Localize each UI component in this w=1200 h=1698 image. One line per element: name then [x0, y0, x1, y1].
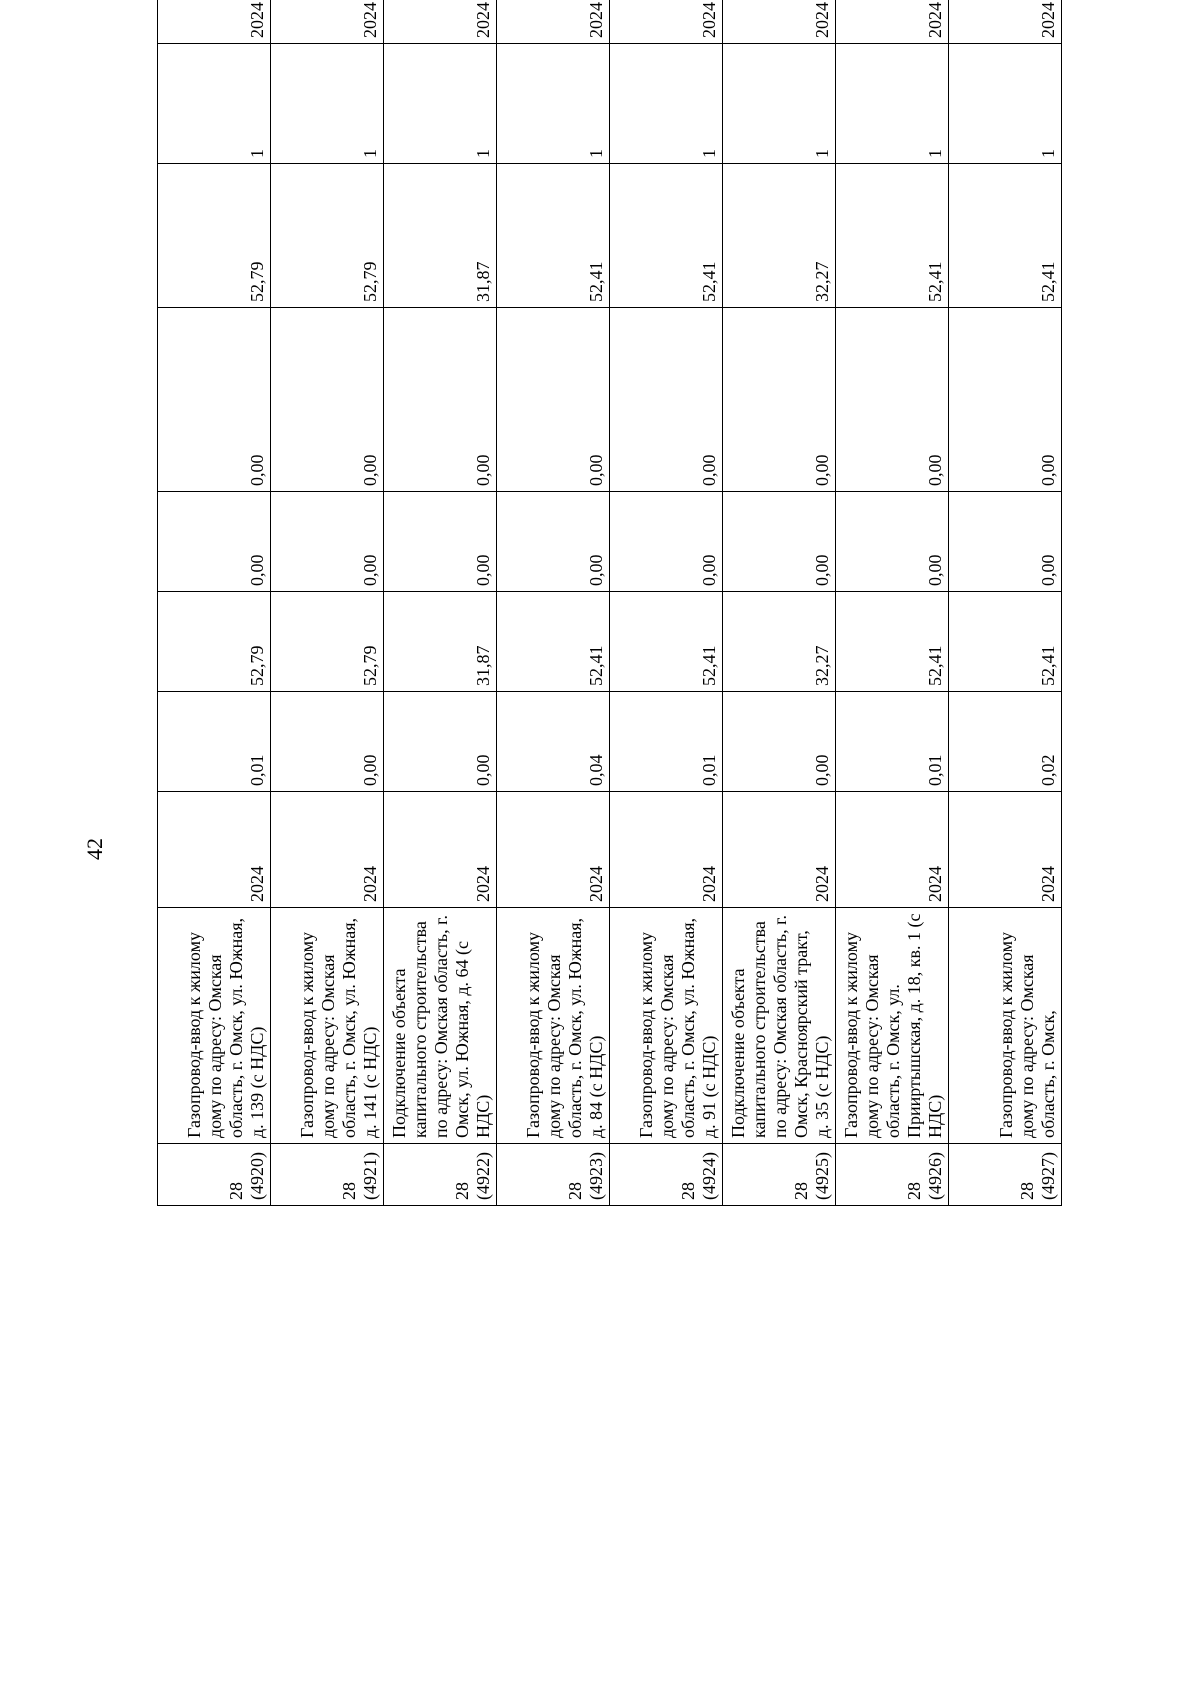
value-col-5: 52,41 — [949, 164, 1062, 308]
row-number: 28 (4926) — [836, 1144, 949, 1206]
value-col-1: 0,02 — [949, 692, 1062, 792]
value-col-2: 52,79 — [271, 592, 384, 692]
table-row — [723, 0, 836, 1206]
value-col-7: 2024 — [836, 0, 949, 44]
value-col-7: 2024 — [723, 0, 836, 44]
table-row — [158, 0, 271, 1206]
value-col-1: 0,01 — [158, 692, 271, 792]
value-col-4: 0,00 — [836, 308, 949, 492]
row-number: 28 (4925) — [723, 1144, 836, 1206]
value-col-4: 0,00 — [158, 308, 271, 492]
row-number: 28 (4927) — [949, 1144, 1062, 1206]
value-col-6: 1 — [949, 44, 1062, 164]
start-year: 2024 — [836, 792, 949, 908]
value-col-2: 52,41 — [836, 592, 949, 692]
value-col-3: 0,00 — [836, 492, 949, 592]
object-description: Газопровод-ввод к жилому дому по адресу: Омская область, г. Омск, ул. Южная, д. 139 (с НДС) — [158, 908, 271, 1144]
row-number: 28 (4923) — [497, 1144, 610, 1206]
value-col-2: 52,79 — [158, 592, 271, 692]
object-description: Газопровод-ввод к жилому дому по адресу: Омская область, г. Омск, ул. Южная, д. 91 (с НДС) — [610, 908, 723, 1144]
row-number: 28 (4924) — [610, 1144, 723, 1206]
value-col-5: 32,27 — [723, 164, 836, 308]
start-year: 2024 — [723, 792, 836, 908]
value-col-4: 0,00 — [723, 308, 836, 492]
page-number: 42 — [82, 838, 107, 860]
row-number: 28 (4921) — [271, 1144, 384, 1206]
object-description: Газопровод-ввод к жилому дому по адресу: Омская область, г. Омск, ул. Южная, д. 84 (с НДС) — [497, 908, 610, 1144]
value-col-6: 1 — [158, 44, 271, 164]
value-col-5: 52,41 — [836, 164, 949, 308]
table-row — [949, 0, 1062, 1206]
table-body — [158, 0, 1062, 1206]
value-col-1: 0,00 — [271, 692, 384, 792]
table-row — [836, 0, 949, 1206]
value-col-3: 0,00 — [384, 492, 497, 592]
value-col-6: 1 — [723, 44, 836, 164]
row-number: 28 (4922) — [384, 1144, 497, 1206]
object-description: Газопровод-ввод к жилому дому по адресу: Омская область, г. Омск, ул. Прииртышская, д. 18, кв. 1 (с НДС) — [836, 908, 949, 1144]
table-row — [384, 0, 497, 1206]
object-description: Подключение объекта капитального строительства по адресу: Омская область, г. Омск, ул. Южная, д. 64 (с НДС) — [384, 908, 497, 1144]
value-col-3: 0,00 — [158, 492, 271, 592]
start-year: 2024 — [384, 792, 497, 908]
investment-table — [157, 0, 1062, 1206]
value-col-7: 2024 — [949, 0, 1062, 44]
value-col-6: 1 — [836, 44, 949, 164]
rotated-table-container — [157, 2, 1107, 1206]
value-col-2: 32,27 — [723, 592, 836, 692]
value-col-7: 2024 — [497, 0, 610, 44]
object-description: Газопровод-ввод к жилому дому по адресу: Омская область, г. Омск, ул. Южная, д. 141 (с НДС) — [271, 908, 384, 1144]
value-col-4: 0,00 — [610, 308, 723, 492]
start-year: 2024 — [271, 792, 384, 908]
value-col-2: 31,87 — [384, 592, 497, 692]
start-year: 2024 — [497, 792, 610, 908]
value-col-7: 2024 — [271, 0, 384, 44]
value-col-3: 0,00 — [497, 492, 610, 592]
value-col-3: 0,00 — [723, 492, 836, 592]
value-col-2: 52,41 — [497, 592, 610, 692]
value-col-3: 0,00 — [271, 492, 384, 592]
value-col-6: 1 — [610, 44, 723, 164]
value-col-1: 0,04 — [497, 692, 610, 792]
value-col-1: 0,01 — [610, 692, 723, 792]
table-row — [610, 0, 723, 1206]
object-description: Подключение объекта капитального строительства по адресу: Омская область, г. Омск, Красноярский тракт, д. 35 (с НДС) — [723, 908, 836, 1144]
value-col-5: 31,87 — [384, 164, 497, 308]
value-col-3: 0,00 — [610, 492, 723, 592]
value-col-7: 2024 — [610, 0, 723, 44]
value-col-5: 52,41 — [610, 164, 723, 308]
value-col-5: 52,41 — [497, 164, 610, 308]
value-col-5: 52,79 — [158, 164, 271, 308]
value-col-1: 0,00 — [723, 692, 836, 792]
start-year: 2024 — [610, 792, 723, 908]
value-col-6: 1 — [384, 44, 497, 164]
table-row — [497, 0, 610, 1206]
start-year: 2024 — [158, 792, 271, 908]
start-year: 2024 — [949, 792, 1062, 908]
value-col-1: 0,01 — [836, 692, 949, 792]
value-col-4: 0,00 — [949, 308, 1062, 492]
value-col-6: 1 — [497, 44, 610, 164]
value-col-1: 0,00 — [384, 692, 497, 792]
value-col-5: 52,79 — [271, 164, 384, 308]
value-col-4: 0,00 — [271, 308, 384, 492]
value-col-4: 0,00 — [384, 308, 497, 492]
value-col-6: 1 — [271, 44, 384, 164]
value-col-2: 52,41 — [610, 592, 723, 692]
table-row — [271, 0, 384, 1206]
value-col-2: 52,41 — [949, 592, 1062, 692]
value-col-7: 2024 — [158, 0, 271, 44]
value-col-4: 0,00 — [497, 308, 610, 492]
value-col-3: 0,00 — [949, 492, 1062, 592]
value-col-7: 2024 — [384, 0, 497, 44]
object-description: Газопровод-ввод к жилому дому по адресу: Омская область, г. Омск, — [949, 908, 1062, 1144]
row-number: 28 (4920) — [158, 1144, 271, 1206]
